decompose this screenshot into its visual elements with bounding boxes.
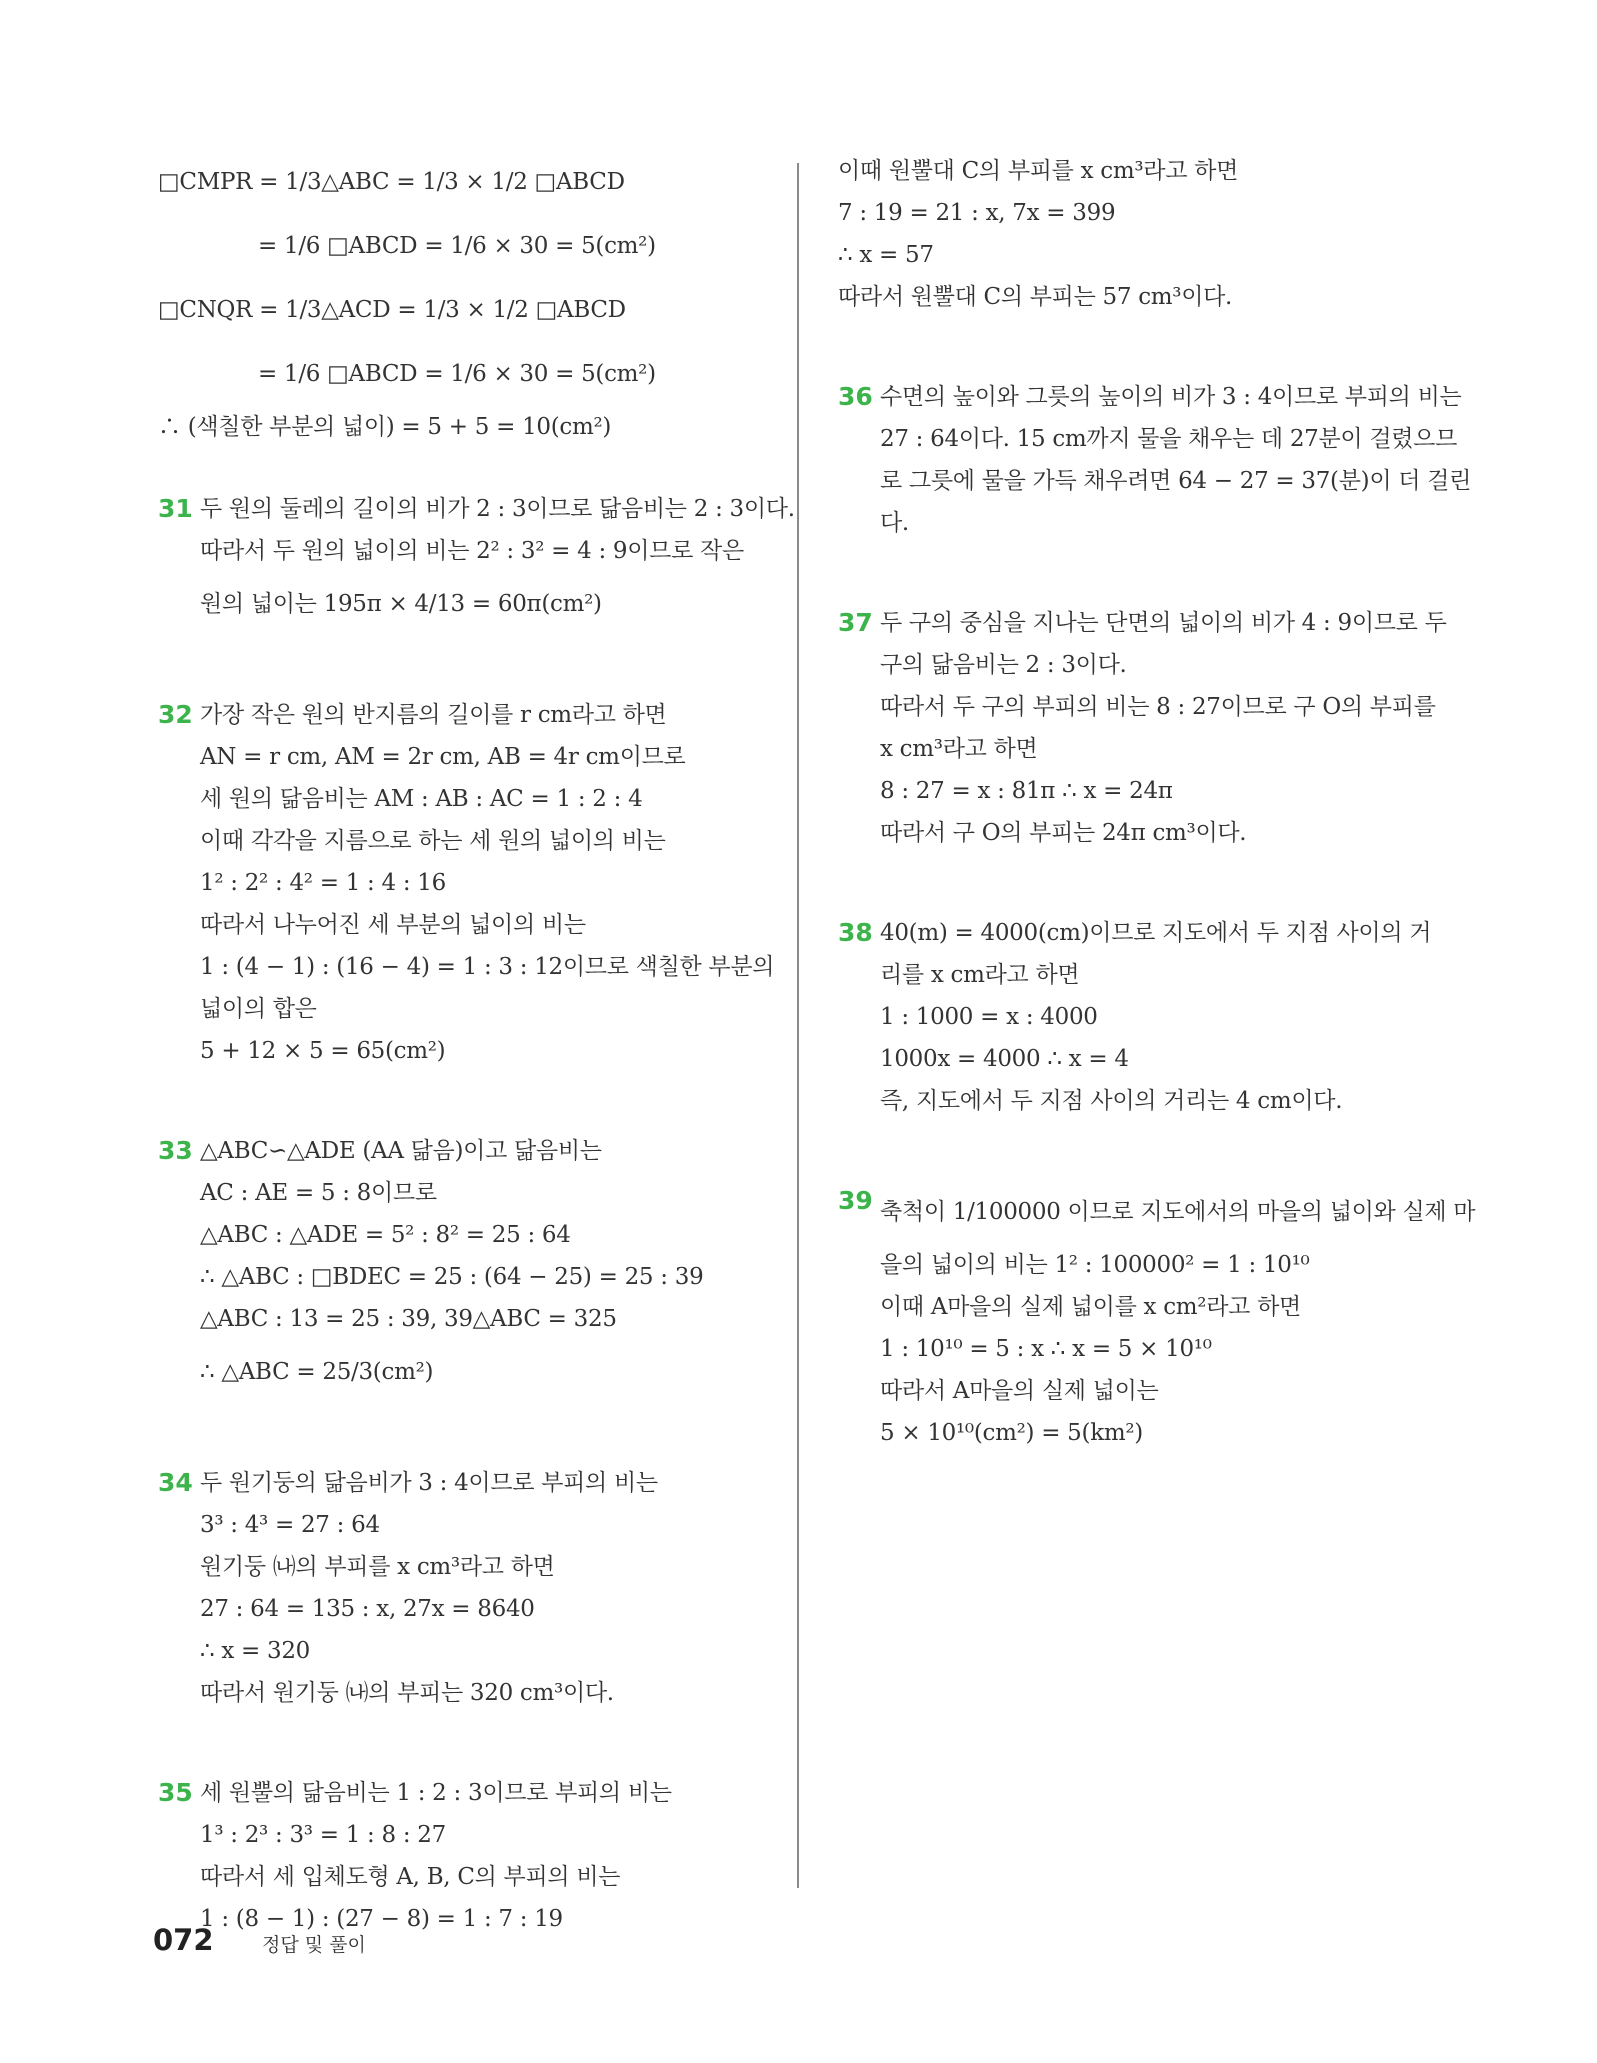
solution-line: 따라서 세 입체도형 A, B, C의 부피의 비는 (200, 1864, 621, 1890)
solution-line: 넓이의 합은 (200, 996, 317, 1022)
solution-line: 1000x = 4000 ∴ x = 4 (880, 1046, 1129, 1072)
solution-line: 5 × 10¹⁰(cm²) = 5(km²) (880, 1420, 1143, 1446)
problem-33 (158, 1130, 798, 1404)
solution-line: 따라서 원뿔대 C의 부피는 57 cm³이다. (838, 284, 1233, 310)
problem-number: 33 (158, 1136, 193, 1165)
solution-line: 따라서 A마을의 실제 넓이는 (880, 1378, 1159, 1404)
solution-line: 축척이 1/100000 이므로 지도에서의 마을의 넓이와 실제 마 (880, 1199, 1476, 1225)
solution-line: 5 + 12 × 5 = 65(cm²) (200, 1038, 446, 1064)
solution-line: 따라서 나누어진 세 부분의 넓이의 비는 (200, 912, 586, 938)
page-number: 072 (153, 1923, 214, 1957)
problem-number: 39 (838, 1186, 873, 1215)
solution-line: △ABC : 13 = 25 : 39, 39△ABC = 325 (200, 1306, 617, 1332)
solution-line: □CMPR = 1/3△ABC = 1/3 × 1/2 □ABCD (158, 169, 625, 195)
problem-number: 34 (158, 1468, 193, 1497)
solution-line: 즉, 지도에서 두 지점 사이의 거리는 4 cm이다. (880, 1088, 1343, 1114)
solution-line: 1 : 1000 = x : 4000 (880, 1004, 1098, 1030)
problem-34 (158, 1462, 798, 1714)
problem-number: 36 (838, 382, 873, 411)
solution-line: 세 원의 닮음비는 AM : AB : AC = 1 : 2 : 4 (200, 786, 643, 812)
solution-line: 1 : (4 − 1) : (16 − 4) = 1 : 3 : 12이므로 색칠한 부분의 (200, 954, 775, 980)
solution-line: 을의 넓이의 비는 1² : 100000² = 1 : 10¹⁰ (880, 1252, 1310, 1278)
right-column (838, 150, 1476, 1512)
solution-line: □CNQR = 1/3△ACD = 1/3 × 1/2 □ABCD (158, 297, 626, 323)
solution-line: 40(m) = 4000(cm)이므로 지도에서 두 지점 사이의 거 (880, 920, 1432, 946)
continued-solution-35 (838, 150, 1458, 318)
solution-line: 구의 닮음비는 2 : 3이다. (880, 652, 1127, 678)
left-column (158, 150, 798, 1998)
solution-line: △ABC : △ADE = 5² : 8² = 25 : 64 (200, 1222, 571, 1248)
solution-line: 수면의 높이와 그릇의 높이의 비가 3 : 4이므로 부피의 비는 (880, 384, 1462, 410)
problem-39 (838, 1180, 1476, 1454)
solution-line: 따라서 두 구의 부피의 비는 8 : 27이므로 구 O의 부피를 (880, 694, 1436, 720)
left-problem-list (158, 488, 798, 1940)
solution-line: 원기둥 ㈏의 부피를 x cm³라고 하면 (200, 1554, 555, 1580)
solution-line: ∴ x = 320 (200, 1638, 311, 1664)
solution-line: 27 : 64 = 135 : x, 27x = 8640 (200, 1596, 535, 1622)
solution-line: 로 그릇에 물을 가득 채우려면 64 − 27 = 37(분)이 더 걸린 (880, 468, 1472, 494)
solution-line: 리를 x cm라고 하면 (880, 962, 1080, 988)
solution-line: 1 : (8 − 1) : (27 − 8) = 1 : 7 : 19 (200, 1906, 563, 1932)
continued-solution-30 (158, 150, 798, 448)
solution-line: 이때 각각을 지름으로 하는 세 원의 넓이의 비는 (200, 828, 666, 854)
solution-line: 27 : 64이다. 15 cm까지 물을 채우는 데 27분이 걸렸으므 (880, 426, 1458, 452)
solution-line: 따라서 원기둥 ㈏의 부피는 320 cm³이다. (200, 1680, 614, 1706)
solution-line: △ABC∽△ADE (AA 닮음)이고 닮음비는 (200, 1138, 602, 1164)
solution-line: 원의 넓이는 195π × 4/13 = 60π(cm²) (200, 591, 602, 617)
problem-number: 38 (838, 918, 873, 947)
problem-36 (838, 376, 1472, 544)
problem-37 (838, 602, 1458, 854)
column-divider (797, 163, 799, 1888)
solution-line: 세 원뿔의 닮음비는 1 : 2 : 3이므로 부피의 비는 (200, 1780, 672, 1806)
solution-line: = 1/6 □ABCD = 1/6 × 30 = 5(cm²) (258, 361, 656, 387)
problem-35 (158, 1772, 798, 1940)
problem-number: 37 (838, 608, 873, 637)
solution-line: AC : AE = 5 : 8이므로 (200, 1180, 437, 1206)
solution-line: 두 구의 중심을 지나는 단면의 넓이의 비가 4 : 9이므로 두 (880, 610, 1447, 636)
problem-32 (158, 694, 798, 1072)
right-problem-list (838, 376, 1476, 1454)
solution-line: ∴ (색칠한 부분의 넓이) = 5 + 5 = 10(cm²) (158, 414, 612, 440)
solution-line: 7 : 19 = 21 : x, 7x = 399 (838, 200, 1116, 226)
solution-line: 다. (880, 510, 909, 536)
solution-line: 이때 A마을의 실제 넓이를 x cm²라고 하면 (880, 1294, 1301, 1320)
solution-line: 1³ : 2³ : 3³ = 1 : 8 : 27 (200, 1822, 446, 1848)
solution-line: 따라서 두 원의 넓이의 비는 2² : 3² = 4 : 9이므로 작은 (200, 538, 744, 564)
solution-line: 1 : 10¹⁰ = 5 : x ∴ x = 5 × 10¹⁰ (880, 1336, 1212, 1362)
solution-line: 이때 원뿔대 C의 부피를 x cm³라고 하면 (838, 158, 1238, 184)
solution-line: 두 원의 둘레의 길이의 비가 2 : 3이므로 닮음비는 2 : 3이다. (200, 496, 795, 522)
solution-line: x cm³라고 하면 (880, 736, 1038, 762)
solution-line: 가장 작은 원의 반지름의 길이를 r cm라고 하면 (200, 702, 667, 728)
solution-line: 8 : 27 = x : 81π ∴ x = 24π (880, 778, 1173, 804)
solution-line: ∴ △ABC : □BDEC = 25 : (64 − 25) = 25 : 39 (200, 1264, 704, 1290)
problem-number: 31 (158, 494, 193, 523)
solution-line: ∴ x = 57 (838, 242, 934, 268)
solution-line: = 1/6 □ABCD = 1/6 × 30 = 5(cm²) (258, 233, 656, 259)
solution-line: AN = r cm, AM = 2r cm, AB = 4r cm이므로 (200, 744, 686, 770)
problem-number: 35 (158, 1778, 193, 1807)
section-title: 정답 및 풀이 (262, 1934, 366, 1956)
problem-number: 32 (158, 700, 193, 729)
solution-line: 3³ : 4³ = 27 : 64 (200, 1512, 380, 1538)
solution-line: 두 원기둥의 닮음비가 3 : 4이므로 부피의 비는 (200, 1470, 658, 1496)
solution-line: 1² : 2² : 4² = 1 : 4 : 16 (200, 870, 446, 896)
solution-line: 따라서 구 O의 부피는 24π cm³이다. (880, 820, 1247, 846)
problem-38 (838, 912, 1458, 1122)
solution-line: ∴ △ABC = 25/3(cm²) (200, 1359, 434, 1385)
problem-31 (158, 488, 798, 636)
